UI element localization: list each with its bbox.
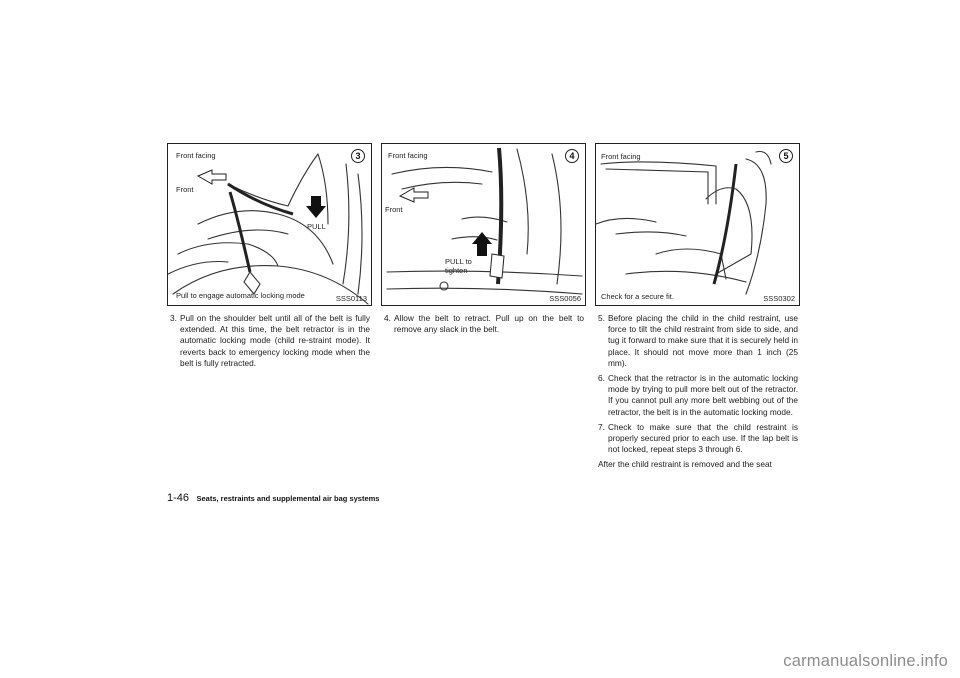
step-text: Check to make sure that the child restraint is properly secured prior to each use. If the lap belt is not locked, repeat steps 3 through 6.: [608, 421, 798, 455]
step-text: Check that the retractor is in the automatic locking mode by trying to pull more belt out of the retractor. If you cannot pull any more belt webbing out of the retractor, the belt is in the automatic locking mode.: [608, 373, 798, 417]
step-7: [598, 422, 798, 456]
figure-code: SSS0302: [763, 293, 795, 303]
figure-5: [595, 143, 800, 306]
step-3: [170, 313, 370, 369]
figure-code: SSS0056: [549, 293, 581, 303]
label-front: Front: [385, 205, 403, 214]
step-text: Pull on the shoulder belt until all of the belt is fully extended. At this time, the belt retractor is in the automatic locking mode (child re-straint mode). It reverts back to emergency locking mode when the belt is fully retracted.: [180, 313, 370, 368]
seatbelt-pull-illustration: [168, 144, 371, 305]
label-pull: PULL: [307, 222, 326, 231]
text-column-3: [598, 313, 798, 471]
continuation-text: After the child restraint is removed and the seat: [598, 459, 772, 470]
step-number: 4.: [384, 313, 391, 323]
section-title: Seats, restraints and supplemental air bag systems: [196, 494, 380, 503]
figure-number-badge: 5: [779, 149, 793, 163]
label-caption: Check for a secure fit.: [601, 292, 674, 301]
step-4: [384, 313, 584, 335]
label-front: Front: [176, 185, 194, 194]
text-column-1: [170, 313, 370, 373]
watermark: carmanualsonline.info: [783, 652, 948, 670]
step-text: Allow the belt to retract. Pull up on the belt to remove any slack in the belt.: [394, 313, 584, 335]
step-number: 3.: [170, 313, 177, 323]
figure-4: [381, 143, 586, 306]
figure-number-badge: 3: [351, 149, 365, 163]
figure-number-badge: 4: [565, 149, 579, 163]
step-number: 5.: [598, 313, 605, 323]
belt-tighten-illustration: [382, 144, 585, 305]
label-tighten: tighten: [445, 266, 468, 275]
secure-fit-illustration: [596, 144, 799, 305]
page-number: 1-46: [167, 492, 190, 504]
figure-code: SSS0113: [335, 293, 367, 303]
label-front-facing: Front facing: [388, 151, 428, 160]
figure-3: [167, 143, 372, 306]
step-6: [598, 373, 798, 418]
page-footer: [167, 489, 379, 505]
label-front-facing: Front facing: [601, 152, 641, 161]
step-5: [598, 313, 798, 369]
step-number: 7.: [598, 421, 605, 432]
label-caption: Pull to engage automatic locking mode: [176, 291, 305, 300]
label-pull-to: PULL to: [445, 257, 472, 266]
label-front-facing: Front facing: [176, 151, 216, 160]
step-text: Before placing the child in the child restraint, use force to tilt the child restraint from side to side, and tug it forward to make sure that it is securely held in place. It should not move more than 1 inch (25 mm).: [608, 313, 798, 368]
step-number: 6.: [598, 373, 605, 384]
text-column-2: [384, 313, 584, 339]
